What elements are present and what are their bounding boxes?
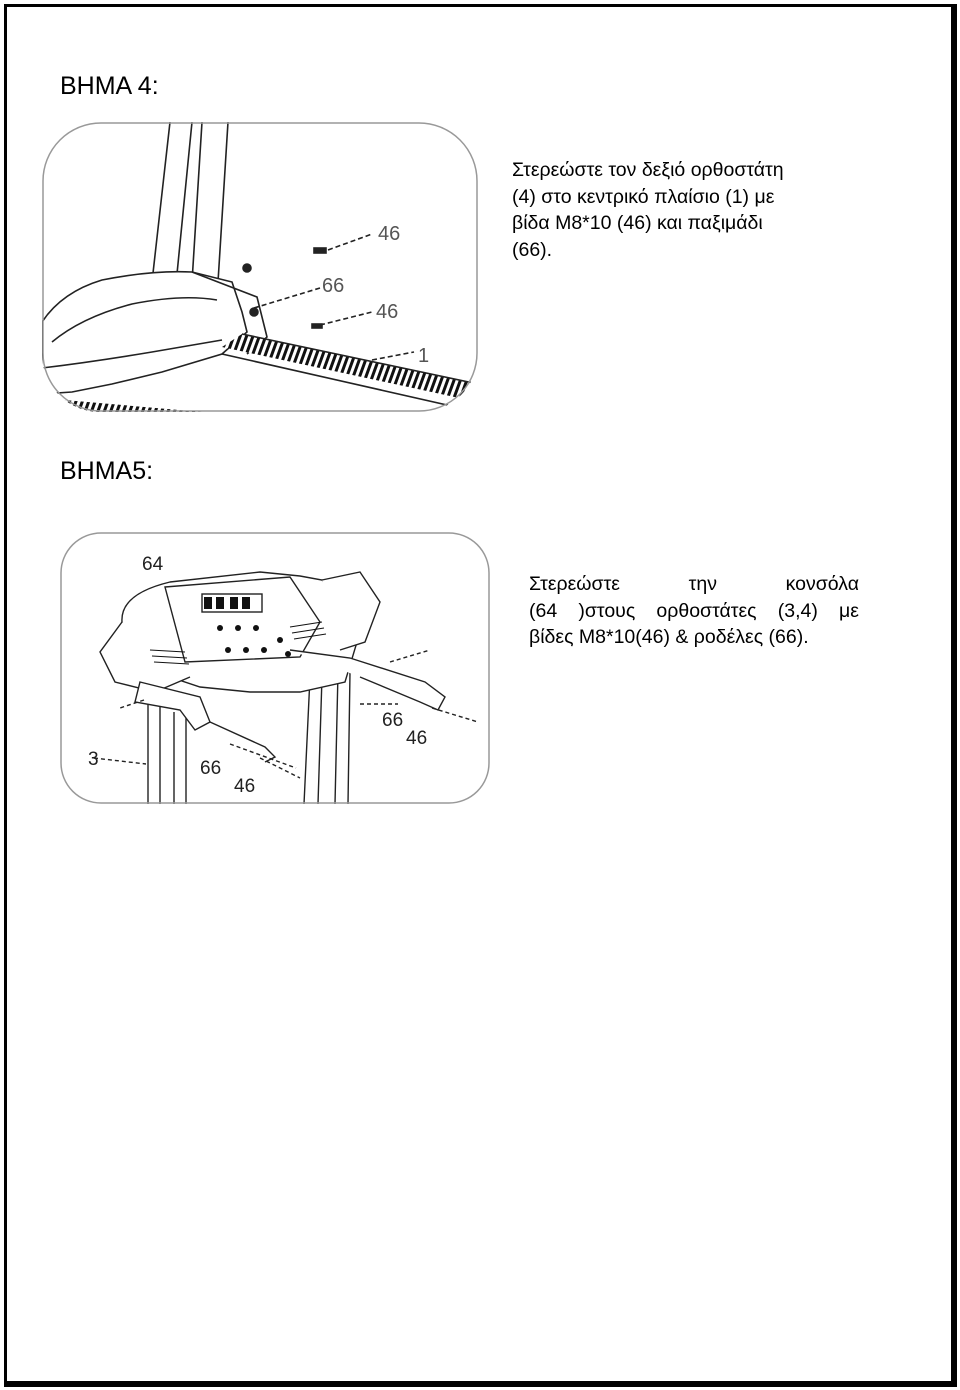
step5-line: βίδες Μ8*10(46) & ροδέλες (66). [529, 626, 809, 648]
callout-label: 46 [406, 728, 428, 749]
callout-label: 66 [382, 710, 404, 731]
step4-line: Στερεώστε τον δεξιό ορθοστάτη [512, 159, 784, 181]
callout-label: 66 [322, 275, 345, 297]
callout-label: 66 [200, 758, 222, 779]
callout-label: 1 [418, 345, 430, 367]
step4-line: βίδα Μ8*10 (46) και παξιμάδι [512, 212, 763, 234]
step5-diagram [60, 532, 490, 804]
callout-label: 64 [142, 554, 164, 575]
step4-title: ΒΗΜΑ 4: [60, 72, 159, 100]
step5-line: (64 )στους ορθοστάτες (3,4) με [529, 599, 859, 622]
step4-line: (4) στο κεντρικό πλαίσιο (1) με [512, 185, 775, 208]
step5-title: ΒΗΜΑ5: [60, 457, 154, 485]
step4-line: (66). [512, 238, 553, 261]
step5-description [529, 571, 859, 651]
step4-description [512, 157, 838, 263]
callout-label: 46 [234, 776, 256, 797]
callout-label: 3 [88, 749, 99, 770]
callout-label: 46 [378, 223, 401, 245]
callout-label: 46 [376, 301, 399, 323]
step5-line: Στερεώστε την κονσόλα [529, 573, 859, 595]
step4-diagram [42, 122, 478, 412]
